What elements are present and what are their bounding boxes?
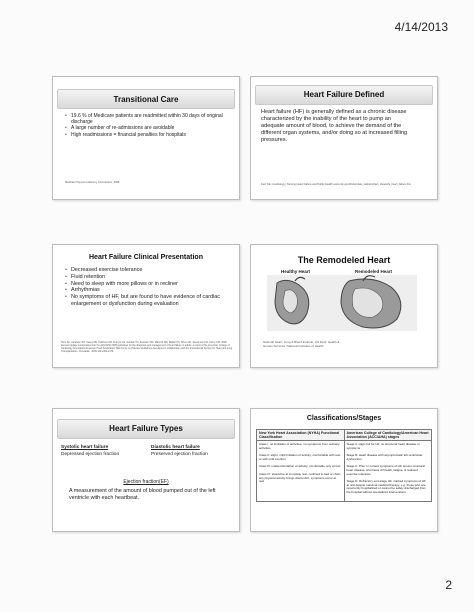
list-item: • 19.6 % of Medicare patients are readmitted within 30 days of original discharge <box>65 113 225 125</box>
classification-table <box>256 429 432 502</box>
systolic-subtitle: Depressed ejection fraction <box>61 452 120 457</box>
slide-title: Transitional Care <box>113 95 179 104</box>
list-item: • Need to sleep with more pillows or in recliner <box>65 281 237 288</box>
list-item: Stage B: Heart disease with asymptomatic left ventricular dysfunction <box>346 453 423 461</box>
image-credit: National Heart, Lung & Blood Institute, US Dept. Health & Human Services, National Institutes of Health <box>263 340 340 348</box>
diastolic-subtitle: Preserved ejection fraction <box>151 452 208 457</box>
page-date: 4/14/2013 <box>394 20 448 34</box>
nyha-header: New York Heart Association (NYHA) Functional Classification <box>257 430 345 441</box>
bullet-list <box>57 113 225 138</box>
list-item: • A large number of re-admissions are avoidable <box>65 125 225 131</box>
remodeled-heart-label: Remodeled Heart <box>355 269 393 274</box>
page-number: 2 <box>445 578 452 592</box>
slide-heart-failure-defined <box>250 76 438 200</box>
list-item: • Fluid retention <box>65 274 237 281</box>
list-item: Class II: slight, mild limitation of activity; comfortable with rest or with mild exertion <box>259 453 341 461</box>
ejection-fraction-definition: A measurement of the amount of blood pumped out of the left ventricle with each heartbeat. <box>69 488 216 501</box>
citation: Medicare Payment Advisory Commission, 2008 <box>65 181 120 184</box>
slide-transitional-care <box>52 76 240 200</box>
healthy-heart-label: Healthy Heart <box>281 269 311 274</box>
list-item: • Arrhythmias <box>65 287 237 294</box>
slide-clinical-presentation <box>52 244 240 368</box>
list-item: • No symptoms of HF, but are found to have evidence of cardiac enlargement or dysfunction during evaluation <box>65 294 237 308</box>
systolic-title: Systolic heart failure <box>61 445 109 450</box>
list-item: • High readmissions = financial penalties for hospitals <box>65 132 225 138</box>
slide-heart-failure-types <box>52 408 240 532</box>
citation: Fact File: Cardiology | Nursing Heart Failure and Public Health www.cdc.gov/dhdsp/data_statistics/fact_sheets/fs_heart_failure.htm <box>261 183 412 186</box>
list-item: • Decreased exercise tolerance <box>65 267 237 274</box>
list-item: Class III: marked limitation of activity; comfortable only at rest <box>259 464 341 469</box>
slide-title: The Remodeled Heart <box>297 255 391 265</box>
definition-text: Heart failure (HF) is generally defined as a chronic disease characterized by the inability of the heart to pump an adequate amount of blood, to achieve the demand of the different organ systems, and/or doing so at increased filling pressures. <box>261 109 408 143</box>
diastolic-title: Diastolic heart failure <box>151 445 200 450</box>
slide-title: Heart Failure Types <box>109 424 183 433</box>
slide-title: Heart Failure Clinical Presentation <box>89 254 203 261</box>
slide-remodeled-heart <box>250 244 438 368</box>
slide-classifications-stages <box>250 408 438 532</box>
acc-aha-header: American College of Cardiology/American Heart Association (ACC/AHA) stages <box>344 430 432 441</box>
citation: Hunt SA, Abraham WT, Casey DE, Feldman AM, Francis GS, Ganiats TG, Konstam MA, Mancini DM, Rahko PS, Silver MA, Stevenson LW, Yancy CW. 2009 focused update incorporated into the ACC/AHA 2005 guidelines for the diagnosis and management of heart failure in adults: a report of the American College of Cardiology Foundation/American Heart Association Task Force on Practice Guidelines developed in collaboration with the International Society for Heart and Lung Transplantation. Circulation. 2009;119:e391-e479. <box>61 341 233 353</box>
list-item: Stage A: High risk for HF, no structural heart disease or symptoms <box>346 442 420 450</box>
nyha-column <box>257 441 345 502</box>
bullet-list <box>57 267 237 308</box>
list-item: Class I: no limitation of activities; no symptoms from ordinary activities <box>259 442 340 450</box>
slide-title: Classifications/Stages <box>306 415 382 422</box>
list-item: Stage D: Refractory end-stage HF, marked symptoms of HF at rest despite maximal medical therapy, e.g. those who are recurrently hospitalized or cannot be safely discharged from the hospital without specialized interventions <box>346 479 426 494</box>
list-item: Stage C: Prior or current symptoms of HF, known structural heart disease, shortness of breath, fatigue, & reduced exercise tolerance <box>346 464 425 476</box>
list-item: Class IV: should be at complete rest, confined to bed or chair; any physical activity brings discomfort, symptoms occur at rest <box>259 471 341 484</box>
ejection-fraction-term: Ejection fraction(EF) <box>123 479 169 485</box>
heart-illustration <box>267 275 417 331</box>
acc-column <box>344 441 432 502</box>
slide-title: Heart Failure Defined <box>303 90 385 99</box>
